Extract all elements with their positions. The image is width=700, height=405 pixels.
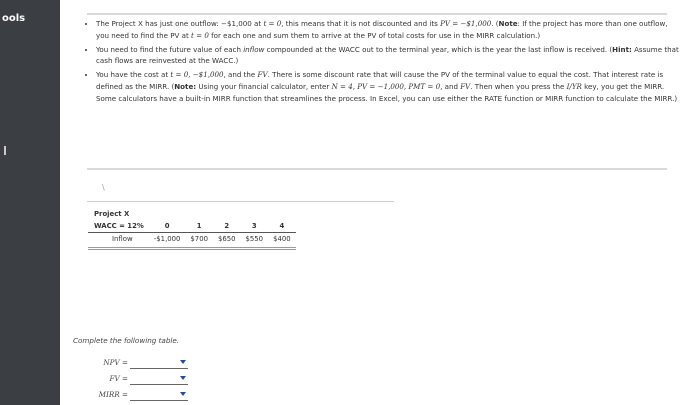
cash-flow-table [88,208,296,250]
npv-label: NPV = [103,358,128,367]
npv-dropdown[interactable] [130,357,188,369]
inflow-row [88,233,296,249]
fv-label: FV = [109,374,128,383]
cash-flow-0: -$1,000 [149,233,186,249]
npv-row [60,357,260,369]
chevron-down-icon[interactable] [180,392,186,396]
instruction-item-3: • You have the cost at t = 0, −$1,000, and the FV. There is some discount rate that will cause the PV of the terminal value to equal the cost. That interest rate is defined as the MIRR. (Note: Using your financial calculator, enter N = 4, PV = −1,000, PMT = 0, and FV. Then when you press the I/YR key, you get the MIRR. Some calculators have a built-in MIRR function that streamlines the process. In Excel, you can use either the RATE function or MIRR function to calculate the MIRR.) [96,69,680,104]
chevron-down-icon[interactable] [180,376,186,380]
inflow-label: Inflow [88,233,149,249]
year-3: 3 [241,220,269,233]
year-1: 1 [185,220,213,233]
year-0: 0 [149,220,186,233]
content-panel [60,0,700,405]
mirr-label: MIRR = [98,390,128,399]
instructions-bottom-divider [87,168,667,170]
mirr-row [60,389,260,401]
left-sidebar [0,0,60,405]
wacc-label: WACC = 12% [88,220,149,233]
fv-dropdown[interactable] [130,373,188,385]
cash-flow-4: $400 [268,233,296,249]
table-header-row [88,220,296,233]
cash-flow-3: $550 [241,233,269,249]
mirr-dropdown[interactable] [130,389,188,401]
instruction-item-2: • You need to find the future value of each inflow compounded at the WACC out to the terminal year, which is the year the last inflow is received. (Hint: Assume that cash flows are reinvested at the WACC.) [96,44,680,67]
project-title: Project X [94,210,130,218]
instruction-item-1: • The Project X has just one outflow: −$1,000 at t = 0, this means that it is not discounted and its PV = −$1,000. (Note: If the project has more than one outflow, you need to find the PV at t = 0 for each one and sum them to arrive at the PV of total costs for use in the MIRR calculation.) [96,18,680,41]
table-title-row [88,208,296,220]
fv-row [60,373,260,385]
chevron-down-icon[interactable] [180,360,186,364]
year-4: 4 [268,220,296,233]
cash-flow-2: $650 [213,233,241,249]
instruction-list [82,18,680,107]
year-2: 2 [213,220,241,233]
top-divider [87,13,667,15]
table-prompt: Complete the following table. [73,336,180,345]
stray-tick-mark: \ [102,183,105,192]
cash-flow-1: $700 [185,233,213,249]
sidebar-marker [4,146,6,155]
sidebar-tools-label: ools [2,13,26,24]
table-top-divider [87,201,394,202]
